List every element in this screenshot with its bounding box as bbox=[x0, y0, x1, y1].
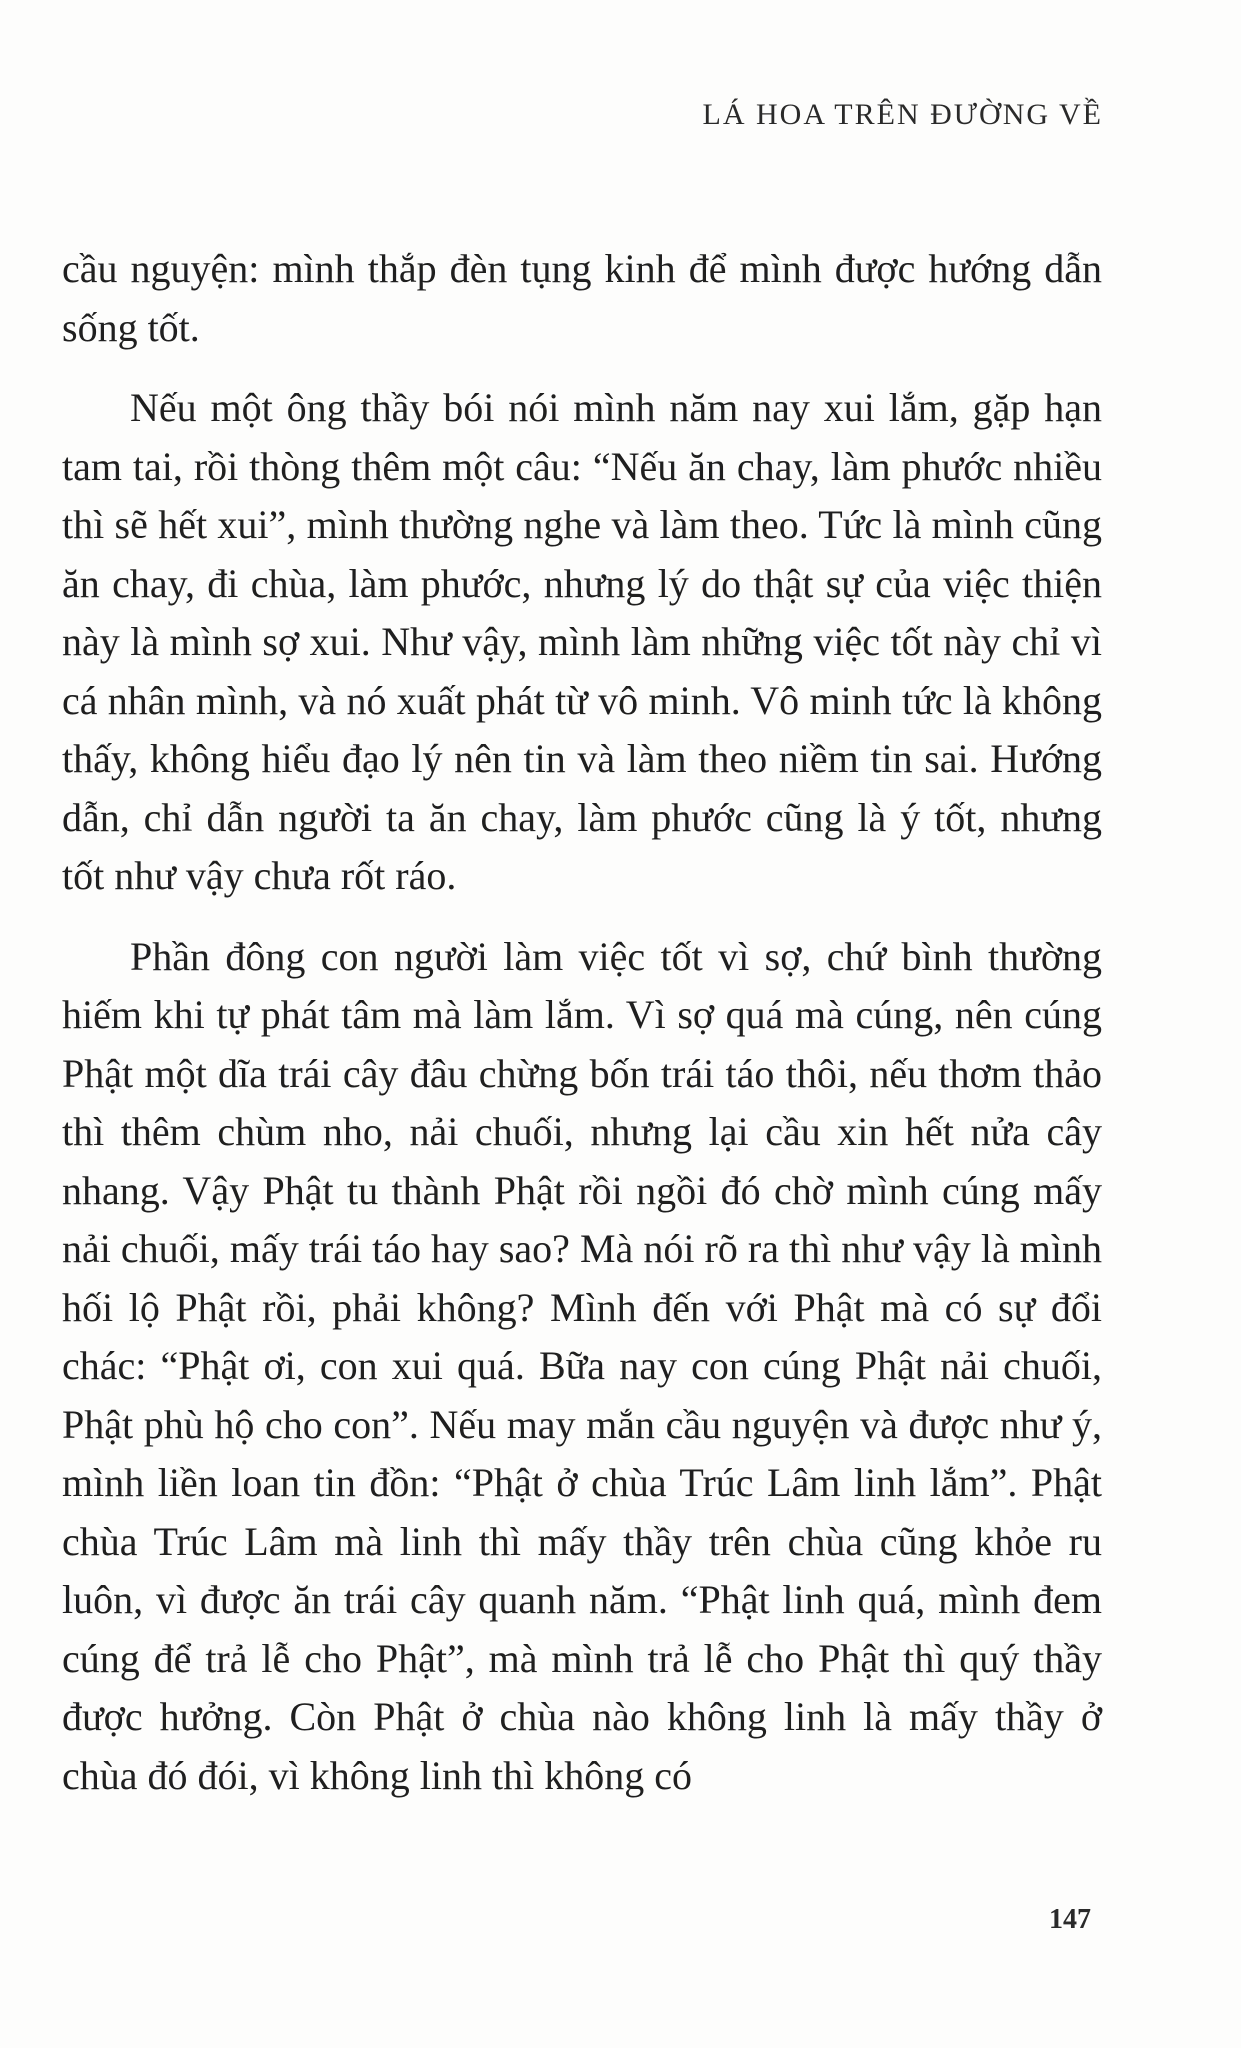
paragraph-continued: cầu nguyện: mình thắp đèn tụng kinh để mình được hướng dẫn sống tốt. bbox=[62, 246, 1102, 350]
running-header: LÁ HOA TRÊN ĐƯỜNG VỀ bbox=[702, 98, 1103, 131]
page-body bbox=[62, 240, 1102, 1827]
paragraph-doing-good-from-fear: Phần đông con người làm việc tốt vì sợ, chứ bình thường hiếm khi tự phát tâm mà làm lắm. Vì sợ quá mà cúng, nên cúng Phật một dĩa trái cây đâu chừng bốn trái táo thôi, nếu thơm thảo thì thêm chùm nho, nải chuối, nhưng lại cầu xin hết nửa cây nhang. Vậy Phật tu thành Phật rồi ngồi đó chờ mình cúng mấy nải chuối, mấy trái táo hay sao? Mà nói rõ ra thì như vậy là mình hối lộ Phật rồi, phải không? Mình đến với Phật mà có sự đổi chác: “Phật ơi, con xui quá. Bữa nay con cúng Phật nải chuối, Phật phù hộ cho con”. Nếu may mắn cầu nguyện và được như ý, mình liền loan tin đồn: “Phật ở chùa Trúc Lâm linh lắm”. Phật chùa Trúc Lâm mà linh thì mấy thầy trên chùa cũng khỏe ru luôn, vì được ăn trái cây quanh năm. “Phật linh quá, mình đem cúng để trả lễ cho Phật”, mà mình trả lễ cho Phật thì quý thầy được hưởng. Còn Phật ở chùa nào không linh là mấy thầy ở chùa đó đói, vì không linh thì không có bbox=[62, 933, 1102, 1798]
page-number: 147 bbox=[1049, 1904, 1091, 1935]
paragraph-fortune-teller: Nếu một ông thầy bói nói mình năm nay xui lắm, gặp hạn tam tai, rồi thòng thêm một câu: “Nếu ăn chay, làm phước nhiều thì sẽ hết xui”, mình thường nghe và làm theo. Tức là mình cũng ăn chay, đi chùa, làm phước, nhưng lý do thật sự của việc thiện này là mình sợ xui. Như vậy, mình làm những việc tốt này chỉ vì cá nhân mình, và nó xuất phát từ vô minh. Vô minh tức là không thấy, không hiểu đạo lý nên tin và làm theo niềm tin sai. Hướng dẫn, chỉ dẫn người ta ăn chay, làm phước cũng là ý tốt, nhưng tốt như vậy chưa rốt ráo. bbox=[62, 385, 1102, 898]
